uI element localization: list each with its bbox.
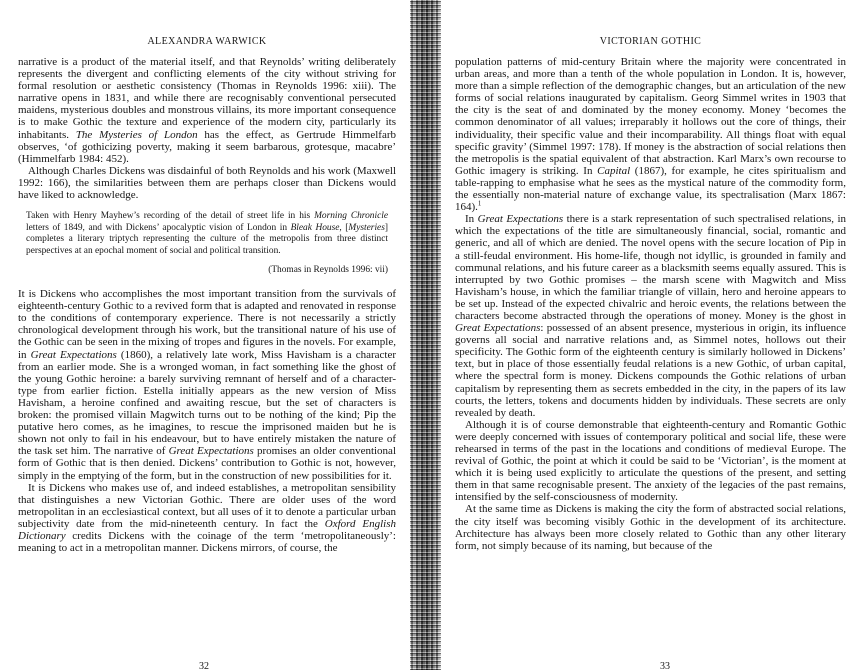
page-number: 33 — [660, 661, 670, 672]
left-page — [0, 0, 410, 670]
body-paragraph: It is Dickens who accomplishes the most important transition from the survivals of eighteenth-century Gothic to a revived form that is adapted and renovated in response to the conditions of contemporary experience. There is not necessarily a strictly chronological development through his work, but the transitional nature of his use of the Gothic can be seen in the mixing of tropes and figures in the novels. For example, in Great Expectations (1860), a relatively late work, Miss Havisham is a character from an earlier mode. She is a wronged woman, in fact something like the ghost of the young Gothic heroine: a barely surviving remnant of herself and of a character-type from earlier fiction. Estella initially appears as the new version of Miss Havisham, a heroine confined and awaiting rescue, but the set of characters is broken: the promised villain Magwitch turns out to be nothing of the kind; Pip the putative hero comes, as he imagines, to rescue the imprisoned maiden but he is shown not only to fail in his endeavour, but to have entirely mistaken the nature of the task set him. The narrative of Great Expectations promises an older conventional form of Gothic that is then denied. Dickens’ contribution to Gothic is not, however, simply in the emptying of the form, but in the construction of new possibilities for it. — [18, 288, 396, 482]
body-paragraph: Although Charles Dickens was disdainful of both Reynolds and his work (Maxwell 1992: 166), the similarities between them are perhaps closer than Dickens would have liked to acknowledge. — [18, 164, 396, 202]
running-head: VICTORIAN GOTHIC — [599, 36, 702, 47]
footnote-marker: 1 — [477, 199, 482, 208]
running-head: ALEXANDRA WARWICK — [147, 36, 267, 47]
body-paragraph: population patterns of mid-century Britain where the majority were concentrated in urban areas, and more than a tenth of the whole population in London. It is, however, more than a simple reflection of the demographic changes, but an articulation of the new forms of social relations inaugurated by capitalism. Georg Simmel writes in 1903 that the city is the seat of and dominated by the money economy. Money ‘becomes the common denominator of all values; irreparably it hollows out the core of things, their individuality, their specific value and their incomparability. All things float with equal specific gravity’ (Simmel 1997: 178). If money is the abstraction of social relations then the metropolis is the spatial equivalent of that abstraction. Karl Marx’s own recourse to Gothic imagery is striking. In Capital (1867), for example, he cites spiritualism and table-rapping to emphasise what he sees as the mystical nature of the commodity form, the essentially non-material nature of exchange value, its spectralisation (Marx 1867: 164).$^1$ — [455, 56, 847, 214]
body-paragraph: narrative is a product of the material itself, and that Reynolds’ writing deliberately represents the divergent and conflicting elements of the city without striving for formal resolution or aesthetic consistency (Thomas in Reynolds 1996: xiii). The narrative opens in 1831, and while there are recognisably conventional persecuted maidens, mysterious doubles and monstrous villains, its more important consequence is to make Gothic the texture and experience of the modern city, particularly its inhabitants. The Mysteries of London has the effect, as Gertrude Himmelfarb observes, ‘of gothicizing poverty, making it seem barbarous, grotesque, macabre’ (Himmelfarb 1984: 452). — [18, 56, 396, 165]
body-paragraph: Although it is of course demonstrable that eighteenth-century and Romantic Gothic were deeply concerned with issues of contemporary political and social life, these were rehearsed in terms of the past in the locations and conditions of medieval Europe. The revival of Gothic, the point at which it could be said to be ‘Victorian’, is the moment at which it is being used explicitly to articulate the questions of the present, and setting them in that same recognisable present. The anxiety of the legacies of the past remains, intensified by the self-consciousness of modernity. — [455, 418, 846, 504]
block-quote — [26, 211, 388, 276]
body-paragraph: In Great Expectations there is a stark representation of such spectralised relations, in which the expectations of the title are simultaneously financial, social, romantic and generic, and all of which are denied. The novel opens with the secure location of Pip in a still-feudal environment. His home-life, though not idyllic, is grounded in family and communal relations, and his future career as a blacksmith seems equally assured. This is interrupted by two Gothic promises – the marsh scene with Magwitch and Miss Havisham’s house, in which the familiar triangle of villain, hero and heroine appears to be set up. Instead of the expected chivalric and heroic events, the relations between the characters become abstracted through the operations of money. Money is the ghost in Great Expectations: possessed of an absent presence, mysterious in origin, its influence governs all social and narrative relations and, as Simmel notes, hollows out their specificity. The Gothic form of the eighteenth century is similarly hollowed in Dickens’ text, but in place of those essentially feudal relations is a new Gothic, of urban capital, where the spectral form is money. Dickens compounds the Gothic relations of urban capitalism by representing them as secrets embedded in the city, in the papers of its law courts, the letters, tokens and documents hidden by individuals. These secrets are only revealed by death. — [455, 213, 846, 419]
right-page — [441, 0, 856, 670]
book-gutter — [410, 0, 441, 670]
quote-citation: (Thomas in Reynolds 1996: vii) — [268, 264, 388, 275]
body-paragraph: It is Dickens who makes use of, and indeed establishes, a metropolitan sensibility that distinguishes a new Victorian Gothic. There are older uses of the word metropolitan in an ecclesiastical context, but all uses of it to denote a particular urban subjectivity date from the mid-nineteenth century. In fact the Oxford English Dictionary credits Dickens with the coinage of the term ‘metropolitaneously’: meaning to act in a metropolitan manner. Dickens mirrors, of course, the — [18, 481, 396, 555]
quote-text: Taken with Henry Mayhew’s recording of the detail of street life in his Morning Chronicle letters of 1849, and with Dickens’ apocalyptic vision of London in Bleak House, [Mysteries] completes a literary triptych representing the culture of the metropolis from three distinct perspectives at an epochal moment of social and political transition. — [26, 211, 389, 256]
page-number: 32 — [199, 661, 209, 672]
body-paragraph: At the same time as Dickens is making the city the form of abstracted social relations, the city itself was becoming visibly Gothic in the development of its architecture. Architecture has always been more closely related to Gothic than any other literary form, not simply because of its naming, but because of the — [455, 503, 846, 552]
